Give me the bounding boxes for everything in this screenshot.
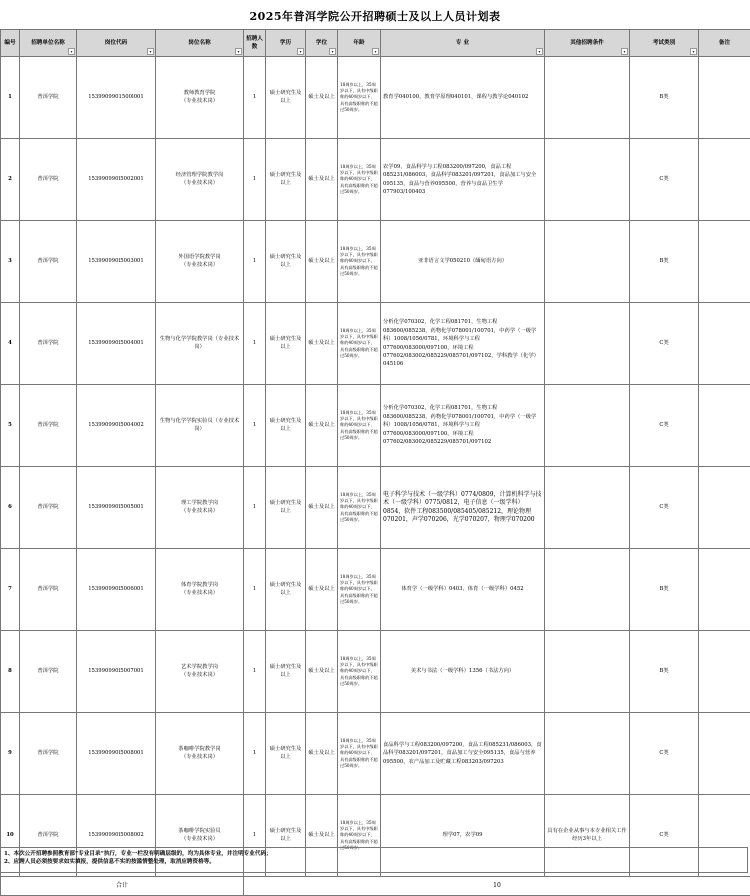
cell-unit: 普洱学院 xyxy=(20,221,77,303)
table-row xyxy=(1,139,750,221)
cell-age: 18周岁以上，35周岁以下，具有中级职称的40周岁以下，具有高级职称的不超过50周岁。 xyxy=(338,303,381,385)
cell-position: 茶咖啡学院实验员 （专业技术岗） xyxy=(156,795,244,877)
footnotes xyxy=(0,847,748,873)
cell-age: 18周岁以上，35周岁以下，具有中级职称的40周岁以下，具有高级职称的不超过50周岁。 xyxy=(338,221,381,303)
cell-other xyxy=(545,57,630,139)
cell-education: 硕士研究生及以上 xyxy=(266,57,306,139)
cell-exam: C类 xyxy=(630,139,699,221)
cell-other: 具有在企业从事与本专业相关工作经历3年以上 xyxy=(545,795,630,877)
cell-age: 18周岁以上，35周岁以下，具有中级职称的40周岁以下，具有高级职称的不超过50周岁。 xyxy=(338,57,381,139)
cell-note xyxy=(699,385,750,467)
cell-note xyxy=(699,139,750,221)
filter-dropdown-icon[interactable]: ▾ xyxy=(621,48,628,55)
cell-no: 8 xyxy=(1,631,20,713)
header-other[interactable]: 其他招聘条件 ▾ xyxy=(545,30,630,57)
cell-education: 硕士研究生及以上 xyxy=(266,631,306,713)
cell-code: 153990990l5005001 xyxy=(77,467,156,549)
cell-no: 6 xyxy=(1,467,20,549)
cell-code: 1539909901500l001 xyxy=(77,57,156,139)
cell-education: 硕士研究生及以上 xyxy=(266,467,306,549)
cell-education: 硕士研究生及以上 xyxy=(266,549,306,631)
cell-count: 1 xyxy=(244,549,266,631)
cell-position: 生物与化学学院实验员（专业技术岗） xyxy=(156,385,244,467)
cell-major: 分析化学070302，化学工程081701，生物工程083600/085238，药物化学078001/100701，中药学（一级学科）1008/1056/0781，环境科学与工程077600/083000/097100，环境工程077602/083002/085229/085701/097102 xyxy=(381,385,545,467)
cell-code: 153990990l5006001 xyxy=(77,549,156,631)
cell-count: 1 xyxy=(244,385,266,467)
cell-code: 153990990l5007001 xyxy=(77,631,156,713)
cell-degree: 硕士及以上 xyxy=(306,549,338,631)
filter-dropdown-icon[interactable]: ▾ xyxy=(68,48,75,55)
cell-exam: C类 xyxy=(630,385,699,467)
cell-position: 艺术学院教学岗 （专业技术岗） xyxy=(156,631,244,713)
header-major[interactable]: 专 业 ▾ xyxy=(381,30,545,57)
total-row xyxy=(1,877,750,896)
cell-position: 茶咖啡学院教学岗 （专业技术岗） xyxy=(156,713,244,795)
table-row xyxy=(1,57,750,139)
cell-degree: 硕士及以上 xyxy=(306,713,338,795)
cell-other xyxy=(545,467,630,549)
table-row xyxy=(1,549,750,631)
cell-age: 18周岁以上，35周岁以下，具有中级职称的40周岁以下，具有高级职称的不超过50周岁。 xyxy=(338,385,381,467)
cell-position: 理工学院教学岗 （专业技术岗） xyxy=(156,467,244,549)
cell-other xyxy=(545,303,630,385)
cell-no: 4 xyxy=(1,303,20,385)
cell-no: 7 xyxy=(1,549,20,631)
cell-age: 18周岁以上，35周岁以下，具有中级职称的40周岁以下，具有高级职称的不超过50周岁。 xyxy=(338,795,381,877)
cell-unit: 普洱学院 xyxy=(20,385,77,467)
cell-degree: 硕士及以上 xyxy=(306,795,338,877)
cell-unit: 普洱学院 xyxy=(20,467,77,549)
cell-degree: 硕士及以上 xyxy=(306,221,338,303)
header-age[interactable]: 年龄 ▾ xyxy=(338,30,381,57)
cell-unit: 普洱学院 xyxy=(20,303,77,385)
cell-education: 硕士研究生及以上 xyxy=(266,139,306,221)
cell-count: 1 xyxy=(244,303,266,385)
cell-education: 硕士研究生及以上 xyxy=(266,303,306,385)
table-row xyxy=(1,303,750,385)
cell-age: 18周岁以上，35周岁以下，具有中级职称的40周岁以下，具有高级职称的不超过50周岁。 xyxy=(338,631,381,713)
cell-unit: 普洱学院 xyxy=(20,795,77,877)
header-count: 招聘人数 xyxy=(244,30,266,57)
cell-degree: 硕士及以上 xyxy=(306,57,338,139)
cell-major: 体育学（一级学科）0403，体育（一级学科）0452 xyxy=(381,549,545,631)
cell-exam: B类 xyxy=(630,57,699,139)
filter-dropdown-icon[interactable]: ▾ xyxy=(690,48,697,55)
filter-dropdown-icon[interactable]: ▾ xyxy=(147,48,154,55)
cell-note xyxy=(699,303,750,385)
cell-code: 153990990l5002001 xyxy=(77,139,156,221)
cell-unit: 普洱学院 xyxy=(20,549,77,631)
header-position[interactable]: 岗位名称 ▾ xyxy=(156,30,244,57)
table-row xyxy=(1,467,750,549)
cell-code: 153990990l5003001 xyxy=(77,221,156,303)
cell-exam: C类 xyxy=(630,467,699,549)
cell-unit: 普洱学院 xyxy=(20,713,77,795)
cell-degree: 硕士及以上 xyxy=(306,385,338,467)
cell-count: 1 xyxy=(244,221,266,303)
cell-position: 教师教育学院 （专业技术岗） xyxy=(156,57,244,139)
cell-code: 153990990l5004002 xyxy=(77,385,156,467)
table-title: 2025年普洱学院公开招聘硕士及以上人员计划表 xyxy=(0,8,750,24)
cell-note xyxy=(699,221,750,303)
header-unit[interactable]: 招聘单位名称 ▾ xyxy=(20,30,77,57)
cell-count: 1 xyxy=(244,467,266,549)
cell-age: 18周岁以上，35周岁以下，具有中级职称的40周岁以下，具有高级职称的不超过50周岁。 xyxy=(338,467,381,549)
cell-exam: B类 xyxy=(630,631,699,713)
header-degree[interactable]: 学位 ▾ xyxy=(306,30,338,57)
cell-major: 食品科学与工程083200/097200，食品工程085231/086003，食品科学083201/097201，食品加工与安全095135，食品与营养095500，农产品加工及贮藏工程083203/097203 xyxy=(381,713,545,795)
cell-note xyxy=(699,57,750,139)
cell-no: 3 xyxy=(1,221,20,303)
recruitment-table xyxy=(0,29,750,896)
cell-education: 硕士研究生及以上 xyxy=(266,385,306,467)
filter-dropdown-icon[interactable]: ▾ xyxy=(297,48,304,55)
cell-position: 生物与化学学院教学岗（专业技术岗） xyxy=(156,303,244,385)
cell-major: 亚非语言文学050210（缅甸语方向） xyxy=(381,221,545,303)
header-code[interactable]: 岗位代码 ▾ xyxy=(77,30,156,57)
cell-unit: 普洱学院 xyxy=(20,631,77,713)
cell-exam: B类 xyxy=(630,221,699,303)
cell-position: 体育学院教学岗 （专业技术岗） xyxy=(156,549,244,631)
cell-note xyxy=(699,713,750,795)
cell-education: 硕士研究生及以上 xyxy=(266,221,306,303)
filter-dropdown-icon[interactable]: ▾ xyxy=(235,48,242,55)
cell-note xyxy=(699,631,750,713)
cell-no: 9 xyxy=(1,713,20,795)
cell-major: 美术与书法（一级学科）1356（书法方向） xyxy=(381,631,545,713)
filter-dropdown-icon[interactable]: ▾ xyxy=(329,48,336,55)
cell-code: 153990990l5008002 xyxy=(77,795,156,877)
cell-count: 1 xyxy=(244,795,266,877)
cell-exam: C类 xyxy=(630,303,699,385)
cell-unit: 普洱学院 xyxy=(20,139,77,221)
cell-degree: 硕士及以上 xyxy=(306,467,338,549)
table-row xyxy=(1,713,750,795)
cell-no: 5 xyxy=(1,385,20,467)
cell-unit: 普洱学院 xyxy=(20,57,77,139)
cell-count: 1 xyxy=(244,57,266,139)
footnote-line: 2、应聘人员必须按要求如实填报，提供信息不实的按滥情整处理，取消应聘资格等。 xyxy=(4,858,744,866)
cell-code: 153990990l5008001 xyxy=(77,713,156,795)
cell-degree: 硕士及以上 xyxy=(306,631,338,713)
cell-exam: C类 xyxy=(630,713,699,795)
table-row xyxy=(1,631,750,713)
cell-other xyxy=(545,385,630,467)
footnote-line: 1、本次公开招聘参照教育部“专业目录”执行，专业一栏没有明确层级的，均为具体专业，并注明专业代码； xyxy=(4,850,744,858)
total-label: 合计 xyxy=(1,877,244,896)
cell-degree: 硕士及以上 xyxy=(306,303,338,385)
cell-major: 分析化学070302，化学工程081701，生物工程083600/085238，药物化学078001/100701，中药学（一级学科）1008/1056/0781，环境科学与工程077600/083000/097100，环境工程077602/083002/085229/085701/097102，学科教学（化学）045106 xyxy=(381,303,545,385)
cell-degree: 硕士及以上 xyxy=(306,139,338,221)
cell-note xyxy=(699,467,750,549)
cell-no: 1 xyxy=(1,57,20,139)
cell-major: 教育学040100，教育学原理040101，课程与教学论040102 xyxy=(381,57,545,139)
cell-no: 10 xyxy=(1,795,20,877)
cell-count: 1 xyxy=(244,713,266,795)
header-exam[interactable]: 考试类别 ▾ xyxy=(630,30,699,57)
cell-count: 1 xyxy=(244,631,266,713)
filter-dropdown-icon[interactable]: ▾ xyxy=(372,48,379,55)
cell-major: 理学07，农学09 xyxy=(381,795,545,877)
table-row xyxy=(1,385,750,467)
filter-dropdown-icon[interactable]: ▾ xyxy=(536,48,543,55)
header-no: 编号 xyxy=(1,30,20,57)
cell-code: 153990990l5004001 xyxy=(77,303,156,385)
cell-age: 18周岁以上，35周岁以下，具有中级职称的40周岁以下，具有高级职称的不超过50周岁。 xyxy=(338,549,381,631)
cell-other xyxy=(545,713,630,795)
cell-position: 外国语学院教学岗 （专业技术岗） xyxy=(156,221,244,303)
cell-major: 农学09，食品科学与工程083200/097200，食品工程085231/086003，食品科学083201/097201，食品加工与安全095135，食品与营养095500，营养与食品卫生学077903/100403 xyxy=(381,139,545,221)
cell-other xyxy=(545,549,630,631)
cell-no: 2 xyxy=(1,139,20,221)
cell-other xyxy=(545,631,630,713)
cell-major: 电子科学与技术（一级学科）0774/0809，计算机科学与技术（一级学科）0775/0812，电子信息（一级学科）0854，软件工程083500/085405/085212，理论物理070201，声学070206，光学070207，物理学070200 xyxy=(381,467,545,549)
cell-age: 18周岁以上，35周岁以下，具有中级职称的40周岁以下，具有高级职称的不超过50周岁。 xyxy=(338,139,381,221)
cell-exam: B类 xyxy=(630,549,699,631)
cell-note xyxy=(699,549,750,631)
cell-age: 18周岁以上，35周岁以下，具有中级职称的40周岁以下，具有高级职称的不超过50周岁。 xyxy=(338,713,381,795)
cell-education: 硕士研究生及以上 xyxy=(266,795,306,877)
cell-exam: C类 xyxy=(630,795,699,877)
header-education[interactable]: 学历 ▾ xyxy=(266,30,306,57)
cell-education: 硕士研究生及以上 xyxy=(266,713,306,795)
cell-count: 1 xyxy=(244,139,266,221)
cell-other xyxy=(545,221,630,303)
header-row xyxy=(1,30,750,57)
header-note: 备注 xyxy=(699,30,750,57)
total-value: 10 xyxy=(244,877,750,896)
table-row xyxy=(1,221,750,303)
cell-other xyxy=(545,139,630,221)
cell-position: 经济管理学院教学岗 （专业技术岗） xyxy=(156,139,244,221)
